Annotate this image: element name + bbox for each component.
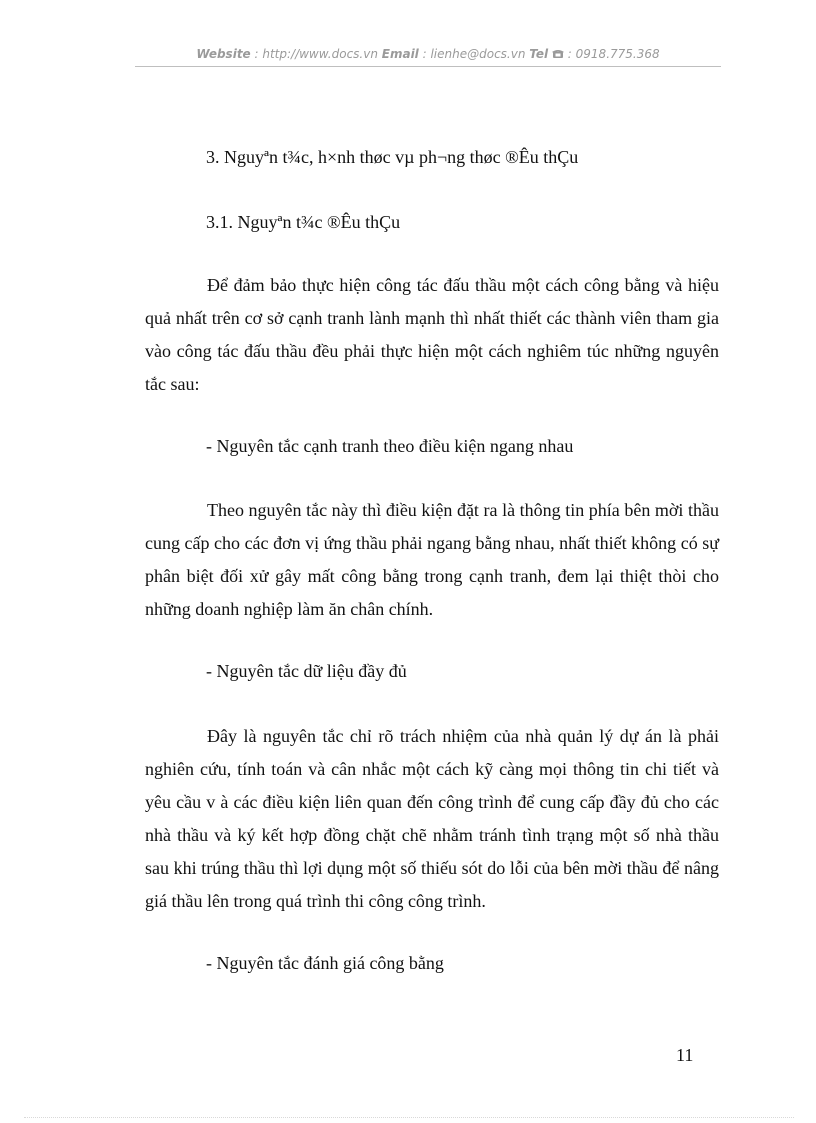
paragraph-competition: Theo nguyên tắc này thì điều kiện đặt ra là thông tin phía bên mời thầu cung cấp cho các đơn vị ứng thầu phải ngang bằng nhau, nhất thiết không có sự phân biệt đối xử gây mất công bằng trong cạnh tranh, đem lại thiệt thòi cho những doanh nghiệp làm ăn chân chính. bbox=[145, 500, 719, 619]
footer-rule bbox=[24, 1117, 794, 1118]
paragraph-intro: Để đảm bảo thực hiện công tác đấu thầu một cách công bằng và hiệu quả nhất trên cơ sở cạnh tranh lành mạnh thì nhất thiết các thành viên tham gia vào công tác đấu thầu đều phải thực hiện một cách nghiêm túc những nguyên tắc sau: bbox=[145, 275, 719, 394]
tel-number: : 0918.775.368 bbox=[563, 47, 660, 61]
website-url: : http://www.docs.vn bbox=[250, 47, 382, 61]
principle-heading-competition: - Nguyên tắc cạnh tranh theo điều kiện ngang nhau bbox=[206, 436, 574, 456]
email-address: : lienhe@docs.vn bbox=[418, 47, 530, 61]
paragraph-data: Đây là nguyên tắc chỉ rõ trách nhiệm của nhà quản lý dự án là phải nghiên cứu, tính toán và cân nhắc một cách kỹ càng mọi thông tin chi tiết và yêu cầu v à các điều kiện liên quan đến công trình để cung cấp đầy đủ cho các nhà thầu và ký kết hợp đồng chặt chẽ nhằm tránh tình trạng một số nhà thầu sau khi trúng thầu thì lợi dụng một số thiếu sót do lỗi của bên mời thầu để nâng giá thầu lên trong quá trình thi công công trình. bbox=[145, 726, 719, 911]
page-header bbox=[135, 47, 721, 61]
principle-heading-data: - Nguyên tắc dữ liệu đầy đủ bbox=[206, 661, 407, 681]
header-rule bbox=[135, 66, 721, 67]
section-heading: 3. Nguyªn t¾c, h×nh thøc vµ ph¬ng thøc ®Êu thÇu bbox=[206, 147, 579, 167]
principle-heading-evaluation: - Nguyên tắc đánh giá công bằng bbox=[206, 953, 444, 973]
phone-icon bbox=[552, 49, 564, 59]
website-label: Website bbox=[196, 47, 251, 61]
tel-label: Tel bbox=[529, 47, 549, 61]
page-number: 11 bbox=[676, 1045, 694, 1065]
subsection-heading: 3.1. Nguyªn t¾c ®Êu thÇu bbox=[206, 212, 401, 232]
email-label: Email bbox=[381, 47, 419, 61]
